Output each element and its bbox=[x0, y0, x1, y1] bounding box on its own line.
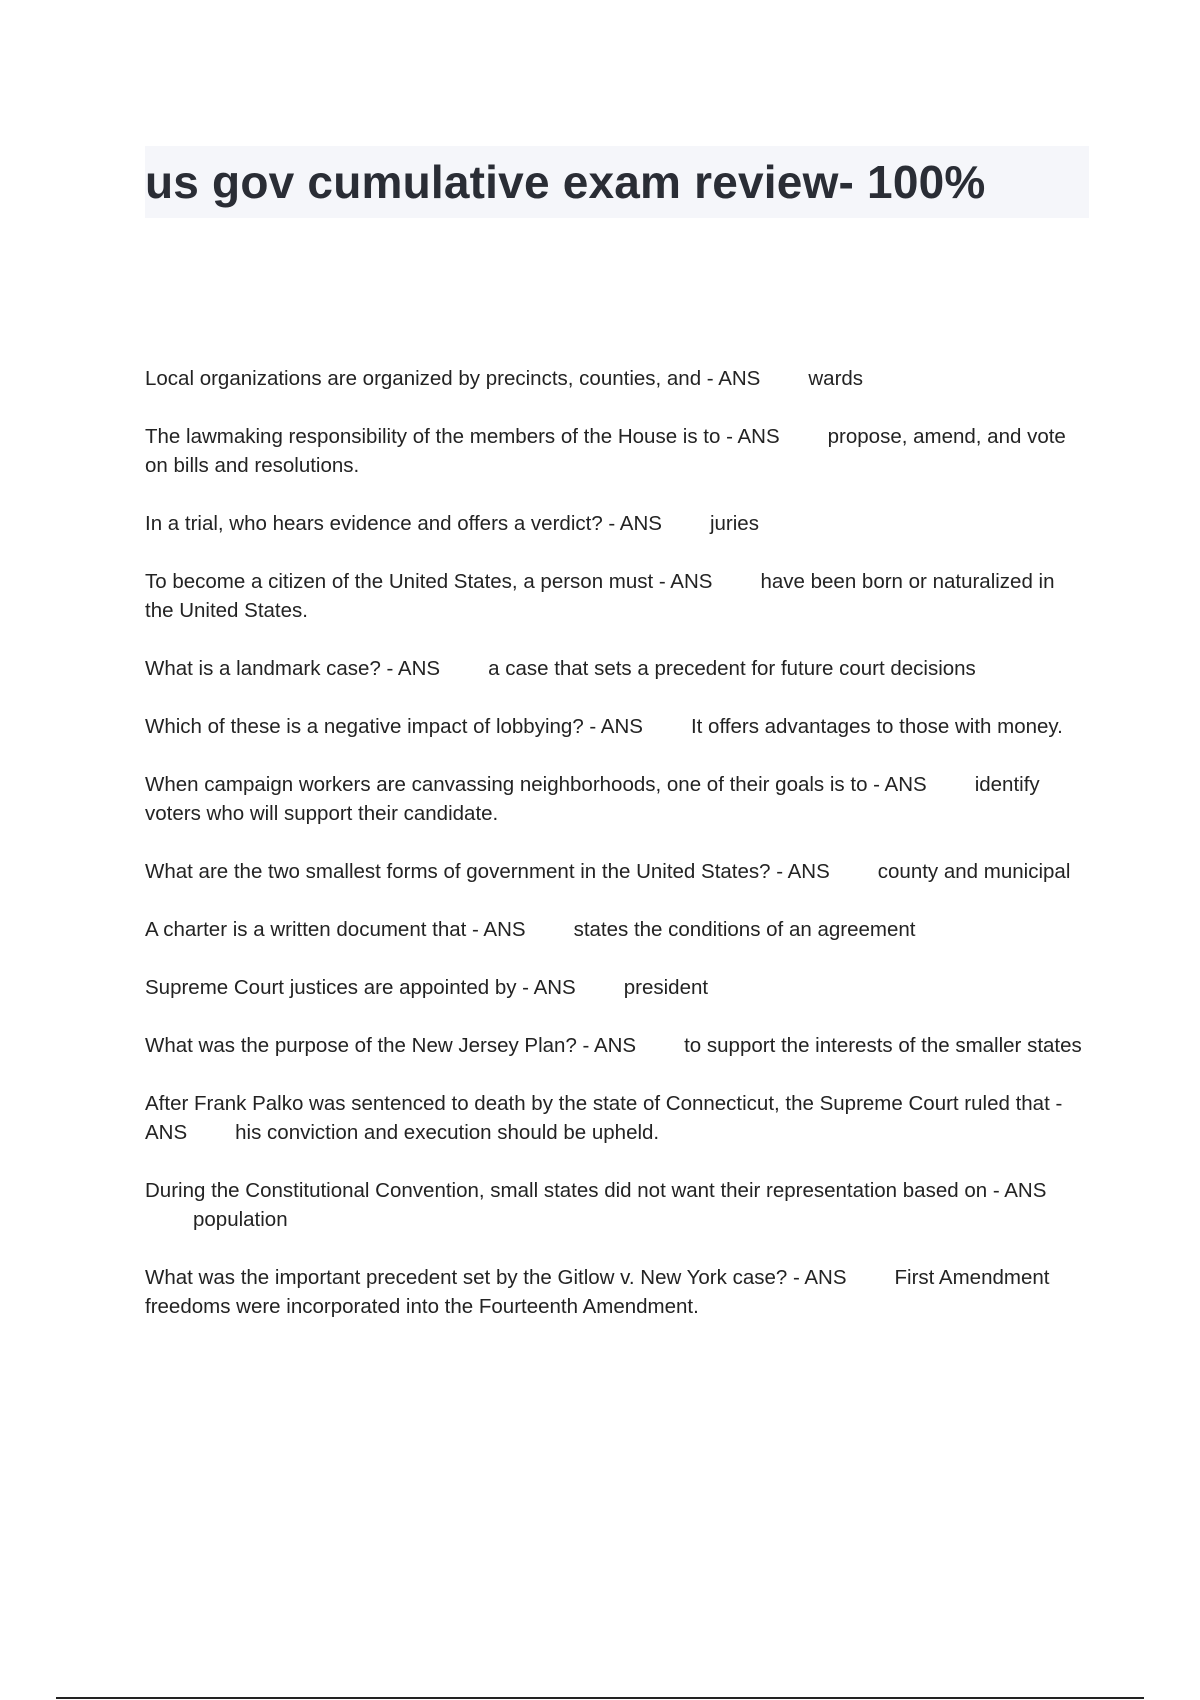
answer-text: wards bbox=[808, 367, 864, 390]
answer-text: county and municipal bbox=[877, 860, 1071, 883]
footer-divider bbox=[56, 1697, 1144, 1699]
answer-text: population bbox=[193, 1208, 288, 1231]
answer-text: juries bbox=[709, 512, 759, 535]
qa-item bbox=[145, 770, 1085, 828]
answer-text: president bbox=[623, 976, 709, 999]
question-text: After Frank Palko was sentenced to death by the state of Connecticut, the Supreme Court ruled that - ANS bbox=[145, 1092, 1063, 1144]
question-answer-list bbox=[145, 364, 1085, 1350]
qa-item bbox=[145, 1031, 1085, 1060]
question-text: To become a citizen of the United States, a person must - ANS bbox=[145, 570, 713, 593]
question-text: Local organizations are organized by precincts, counties, and - ANS bbox=[145, 367, 761, 390]
page-title: us gov cumulative exam review- 100% bbox=[145, 156, 986, 208]
qa-item bbox=[145, 973, 1085, 1002]
answer-text: a case that sets a precedent for future court decisions bbox=[488, 657, 976, 680]
qa-item bbox=[145, 567, 1085, 625]
question-text: When campaign workers are canvassing neighborhoods, one of their goals is to - ANS bbox=[145, 773, 927, 796]
question-text: In a trial, who hears evidence and offers a verdict? - ANS bbox=[145, 512, 662, 535]
question-text: Supreme Court justices are appointed by - ANS bbox=[145, 976, 576, 999]
answer-text: his conviction and execution should be upheld. bbox=[235, 1121, 660, 1144]
qa-item bbox=[145, 422, 1085, 480]
answer-text: states the conditions of an agreement bbox=[573, 918, 916, 941]
question-text: What was the purpose of the New Jersey Plan? - ANS bbox=[145, 1034, 637, 1057]
answer-text: First Amendment freedoms were incorporated into the Fourteenth Amendment. bbox=[145, 1266, 1050, 1318]
answer-text: to support the interests of the smaller states bbox=[684, 1034, 1082, 1057]
qa-item bbox=[145, 1089, 1085, 1147]
qa-item bbox=[145, 509, 1085, 538]
qa-item bbox=[145, 654, 1085, 683]
answer-text: propose, amend, and vote on bills and resolutions. bbox=[145, 425, 1066, 477]
qa-item bbox=[145, 712, 1085, 741]
qa-item bbox=[145, 364, 1085, 393]
question-text: During the Constitutional Convention, small states did not want their representation based on - ANS bbox=[145, 1179, 1047, 1202]
question-text: What are the two smallest forms of government in the United States? - ANS bbox=[145, 860, 830, 883]
answer-text: identify voters who will support their candidate. bbox=[145, 773, 1040, 825]
qa-item bbox=[145, 1263, 1085, 1321]
question-text: What is a landmark case? - ANS bbox=[145, 657, 441, 680]
qa-item bbox=[145, 915, 1085, 944]
question-text: A charter is a written document that - ANS bbox=[145, 918, 526, 941]
question-text: Which of these is a negative impact of lobbying? - ANS bbox=[145, 715, 643, 738]
question-text: What was the important precedent set by the Gitlow v. New York case? - ANS bbox=[145, 1266, 847, 1289]
answer-text: It offers advantages to those with money. bbox=[690, 715, 1063, 738]
question-text: The lawmaking responsibility of the members of the House is to - ANS bbox=[145, 425, 780, 448]
answer-text: have been born or naturalized in the United States. bbox=[145, 570, 1055, 622]
qa-item bbox=[145, 857, 1085, 886]
qa-item bbox=[145, 1176, 1085, 1234]
